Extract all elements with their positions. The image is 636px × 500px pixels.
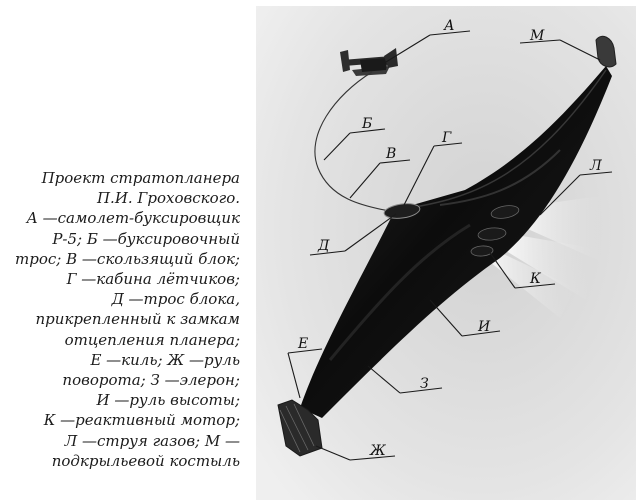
caption-line: Л —струя газов; М — [64,431,240,450]
caption-line: Р-5; Б —буксировочный [52,229,240,248]
caption-line: К —реактивный мотор; [43,411,240,430]
stratoglider-illustration [245,0,636,500]
caption-line: трос; В —скользящий блок; [15,249,240,268]
caption-line: Г —кабина лётчиков; [66,270,240,289]
caption-line: прикрепленный к замкам [35,310,240,329]
caption-line: П.И. Гроховского. [96,189,240,208]
label-m: М [530,28,545,44]
label-l: Л [590,158,602,174]
caption-line: А —самолет-буксировщик [26,209,240,228]
label-d: Д [318,238,330,254]
caption-line: подкрыльевой костыль [51,451,240,470]
label-v: В [386,146,397,162]
caption-line: Е —киль; Ж —руль [90,350,240,369]
label-i: И [478,319,491,335]
caption-line: поворота; З —элерон; [62,371,240,390]
caption-line: отцепления планера; [64,330,240,349]
caption-line: И —руль высоты; [96,391,240,410]
label-e: Е [298,336,309,352]
label-z: З [420,376,429,392]
caption-line: Проект стратопланера [41,169,240,187]
label-b: Б [362,116,373,132]
label-g: Г [442,130,452,146]
label-zh: Ж [370,443,386,459]
caption-line: Д —трос блока, [111,290,240,309]
label-k: К [530,271,541,287]
label-a: А [444,18,455,34]
figure-caption [4,168,240,471]
